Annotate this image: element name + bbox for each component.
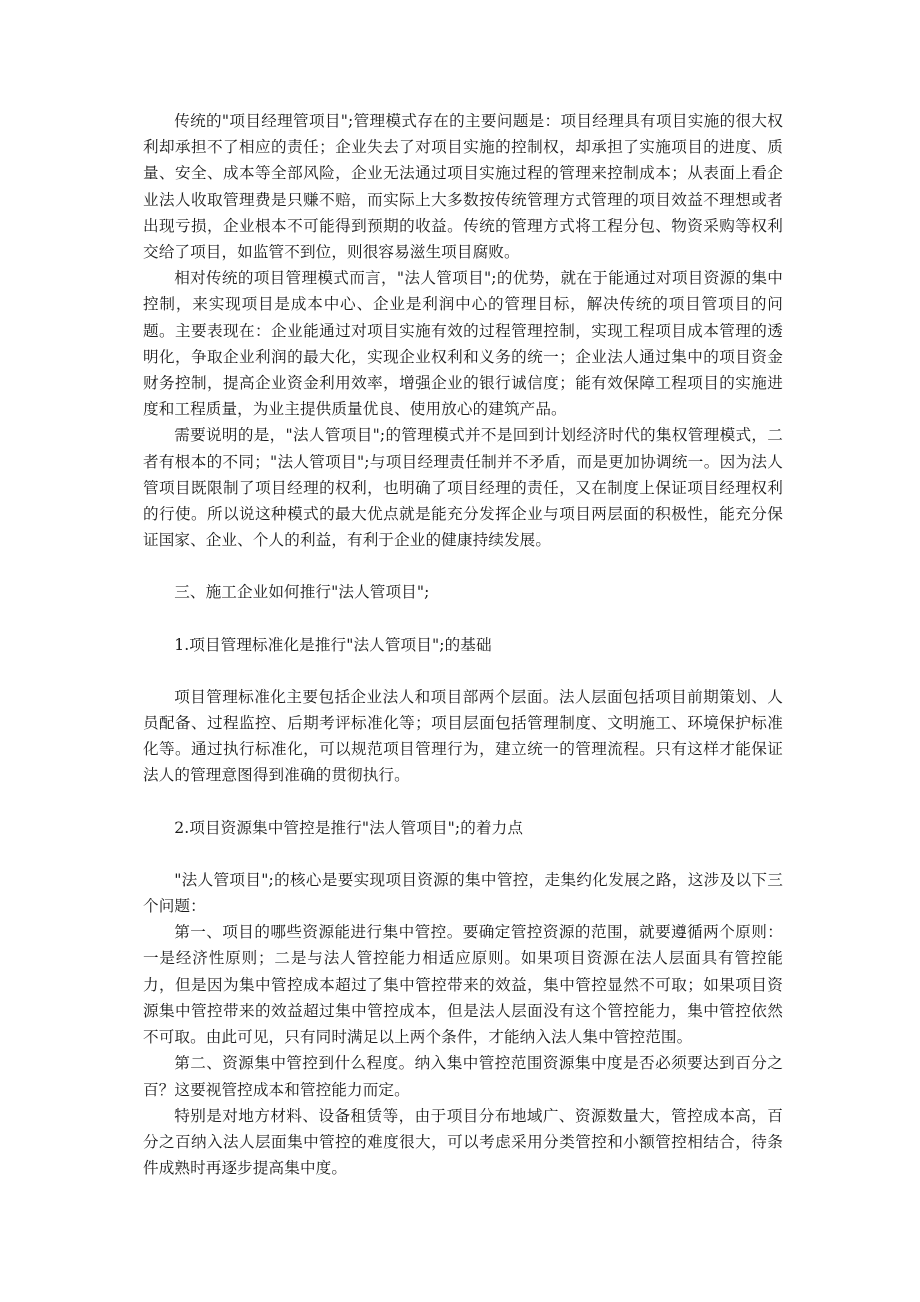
paragraph-core-issues: "法人管项目";的核心是要实现项目资源的集中管控，走集约化发展之路，这涉及以下三个问题：: [143, 870, 783, 916]
document-page: [143, 108, 783, 1181]
paragraph-clarification: 需要说明的是，"法人管项目";的管理模式并不是回到计划经济时代的集权管理模式，二者有根本的不同；"法人管项目";与项目经理责任制并不矛盾，而是更加协调统一。因为法人管项目既限制了项目经理的权利，也明确了项目经理的责任，又在制度上保证项目经理权利的行使。所以说这种模式的最大优点就是能充分发挥企业与项目两层面的积极性，能充分保证国家、企业、个人的利益，有利于企业的健康持续发展。: [143, 426, 783, 550]
paragraph-first-issue: 第一、项目的哪些资源能进行集中管控。要确定管控资源的范围，就要遵循两个原则：一是经济性原则；二是与法人管控能力相适应原则。如果项目资源在法人层面具有管控能力，但是因为集中管控成本超过了集中管控带来的效益，集中管控显然不可取；如果项目资源集中管控带来的效益超过集中管控成本，但是法人层面没有这个管控能力，集中管控依然不可取。由此可见，只有同时满足以上两个条件，才能纳入法人集中管控范围。: [143, 923, 783, 1047]
paragraph-traditional-model: 传统的"项目经理管项目";管理模式存在的主要问题是：项目经理具有项目实施的很大权利却承担不了相应的责任；企业失去了对项目实施的控制权，却承担了实施项目的进度、质量、安全、成本等全部风险，企业无法通过项目实施过程的管理来控制成本；从表面上看企业法人收取管理费是只赚不赔，而实际上大多数按传统管理方式管理的项目效益不理想或者出现亏损，企业根本不可能得到预期的收益。传统的管理方式将工程分包、物资采购等权利交给了项目，如监管不到位，则很容易滋生项目腐败。: [143, 112, 783, 262]
paragraph-local-materials: 特别是对地方材料、设备租赁等，由于项目分布地域广、资源数量大，管控成本高，百分之百纳入法人层面集中管控的难度很大，可以考虑采用分类管控和小额管控相结合，待条件成熟时再逐步提高集中度。: [143, 1106, 783, 1178]
subsection-1-heading: 1.项目管理标准化是推行"法人管项目";的基础: [174, 635, 492, 654]
paragraph-second-issue: 第二、资源集中管控到什么程度。纳入集中管控范围资源集中度是否必须要达到百分之百？这要视管控成本和管控能力而定。: [143, 1054, 783, 1099]
subsection-2-heading: 2.项目资源集中管控是推行"法人管项目";的着力点: [174, 818, 524, 837]
paragraph-legal-person-advantage: 相对传统的项目管理模式而言，"法人管项目";的优势，就在于能通过对项目资源的集中控制，来实现项目是成本中心、企业是利润中心的管理目标，解决传统的项目管项目的问题。主要表现在：企业能通过对项目实施有效的过程管理控制，实现工程项目成本管理的透明化，争取企业利润的最大化，实现企业权利和义务的统一；企业法人通过集中的项目资金财务控制，提高企业资金利用效率，增强企业的银行诚信度；能有效保障工程项目的实施进度和工程质量，为业主提供质量优良、使用放心的建筑产品。: [143, 269, 783, 419]
section-3-heading: 三、施工企业如何推行"法人管项目";: [174, 583, 430, 602]
paragraph-standardization: 项目管理标准化主要包括企业法人和项目部两个层面。法人层面包括项目前期策划、人员配备、过程监控、后期考评标准化等；项目层面包括管理制度、文明施工、环境保护标准化等。通过执行标准化，可以规范项目管理行为，建立统一的管理流程。只有这样才能保证法人的管理意图得到准确的贯彻执行。: [143, 687, 783, 785]
